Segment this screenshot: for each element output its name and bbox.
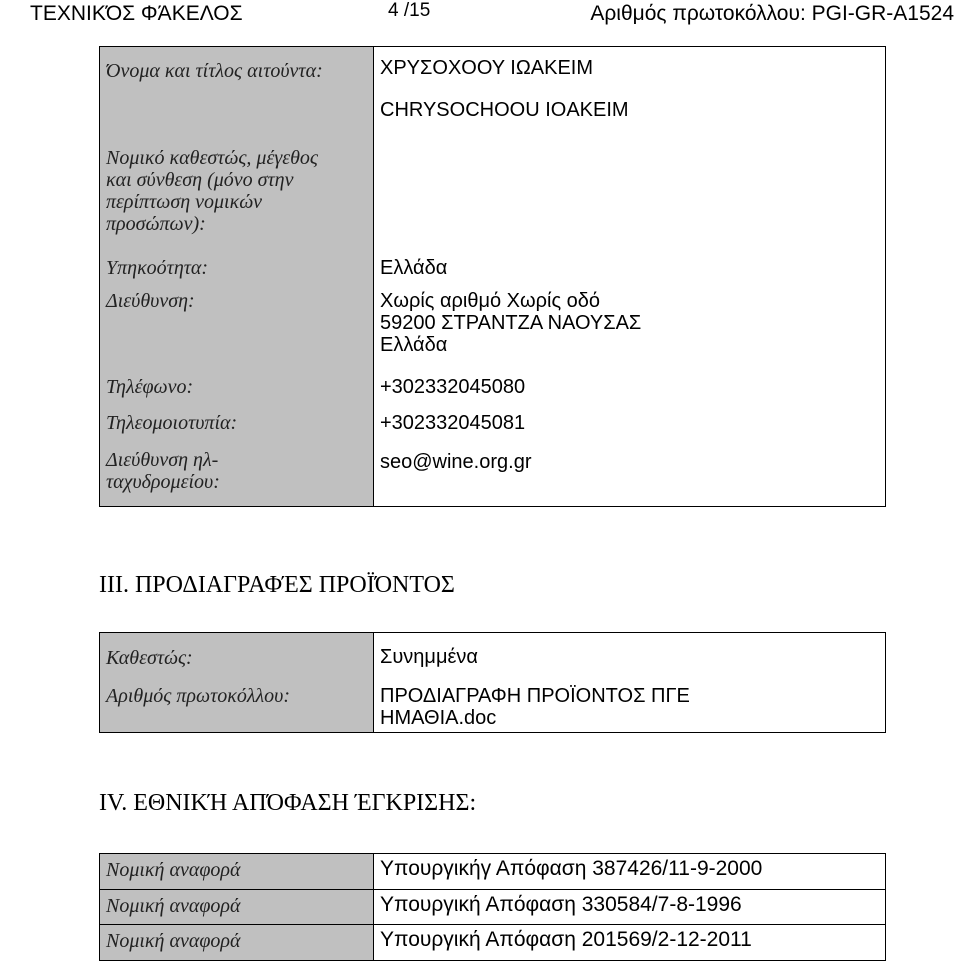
- product-spec-table: [99, 632, 886, 733]
- fax-label: Τηλεομοιοτυπία:: [100, 406, 374, 441]
- section-3-heading: III. ΠΡΟΔΙΑΓΡΑΦΈΣ ΠΡΟΪΌΝΤΟΣ: [99, 572, 455, 598]
- email-row: [100, 441, 886, 507]
- dossier-title: ΤΕΧΝΙΚΌΣ ΦΆΚΕΛΟΣ: [30, 2, 243, 25]
- address-row: [100, 282, 886, 370]
- legal-value: [374, 137, 886, 244]
- legal-status-row: [100, 137, 886, 244]
- phone-label: Τηλέφωνο:: [100, 370, 374, 406]
- phone-value: +302332045080: [374, 370, 886, 406]
- legal-ref-row: [100, 854, 886, 890]
- page-number: 4 /15: [388, 0, 431, 21]
- name-value: [374, 47, 886, 137]
- section-4-heading: IV. ΕΘΝΙΚΉ ΑΠΌΦΑΣΗ ΈΓΚΡΙΣΗΣ:: [99, 790, 477, 816]
- legal-ref-value: Υπουργική Απόφαση 201569/2-12-2011: [374, 925, 886, 961]
- name-value-en: CHRYSOCHOOU IOAKEIM: [380, 99, 629, 121]
- legal-ref-label: Νομική αναφορά: [100, 854, 374, 890]
- fax-row: [100, 406, 886, 441]
- address-value: [374, 282, 886, 370]
- email-label: Διεύθυνση ηλ-ταχυδρομείου:: [100, 441, 374, 507]
- legal-ref-value: Υπουργικήγ Απόφαση 387426/11-9-2000: [374, 854, 886, 890]
- legal-label: Νομικό καθεστώς, μέγεθος και σύνθεση (μόνο στην περίπτωση νομικών προσώπων):: [100, 137, 374, 244]
- fax-value: +302332045081: [374, 406, 886, 441]
- status-value: Συνημμένα: [374, 633, 886, 675]
- spec-protocol-label: Αριθμός πρωτοκόλλου:: [100, 675, 374, 733]
- legal-ref-row: [100, 890, 886, 925]
- protocol-number: Αριθμός πρωτοκόλλου: PGI-GR-A1524: [590, 2, 954, 25]
- nationality-value: Ελλάδα: [374, 244, 886, 282]
- legal-ref-value: Υπουργική Απόφαση 330584/7-8-1996: [374, 890, 886, 925]
- national-approval-table: [99, 853, 886, 961]
- spec-protocol-value: ΠΡΟΔΙΑΓΡΑΦΗ ΠΡΟΪΟΝΤΟΣ ΠΓΕ ΗΜΑΘΙΑ.doc: [374, 675, 886, 733]
- applicant-table: [99, 46, 886, 507]
- address-line-3: Ελλάδα: [380, 333, 448, 356]
- name-value-gr: ΧΡΥΣΟΧΟΟΥ ΙΩΑΚΕΙΜ: [380, 57, 594, 79]
- status-label: Καθεστώς:: [100, 633, 374, 675]
- email-value: seo@wine.org.gr: [374, 441, 886, 507]
- status-row: [100, 633, 886, 675]
- spec-protocol-row: [100, 675, 886, 733]
- nationality-label: Υπηκοότητα:: [100, 244, 374, 282]
- name-label: Όνομα και τίτλος αιτούντα:: [100, 47, 374, 137]
- address-line-1: Χωρίς αριθμό Χωρίς οδό: [380, 289, 601, 312]
- nationality-row: [100, 244, 886, 282]
- applicant-name-row: [100, 47, 886, 137]
- legal-ref-row: [100, 925, 886, 961]
- legal-ref-label: Νομική αναφορά: [100, 890, 374, 925]
- page-header: [0, 0, 960, 34]
- phone-row: [100, 370, 886, 406]
- legal-ref-label: Νομική αναφορά: [100, 925, 374, 961]
- address-line-2: 59200 ΣΤΡΑΝΤΖΑ ΝΑΟΥΣΑΣ: [380, 311, 642, 334]
- address-label: Διεύθυνση:: [100, 282, 374, 370]
